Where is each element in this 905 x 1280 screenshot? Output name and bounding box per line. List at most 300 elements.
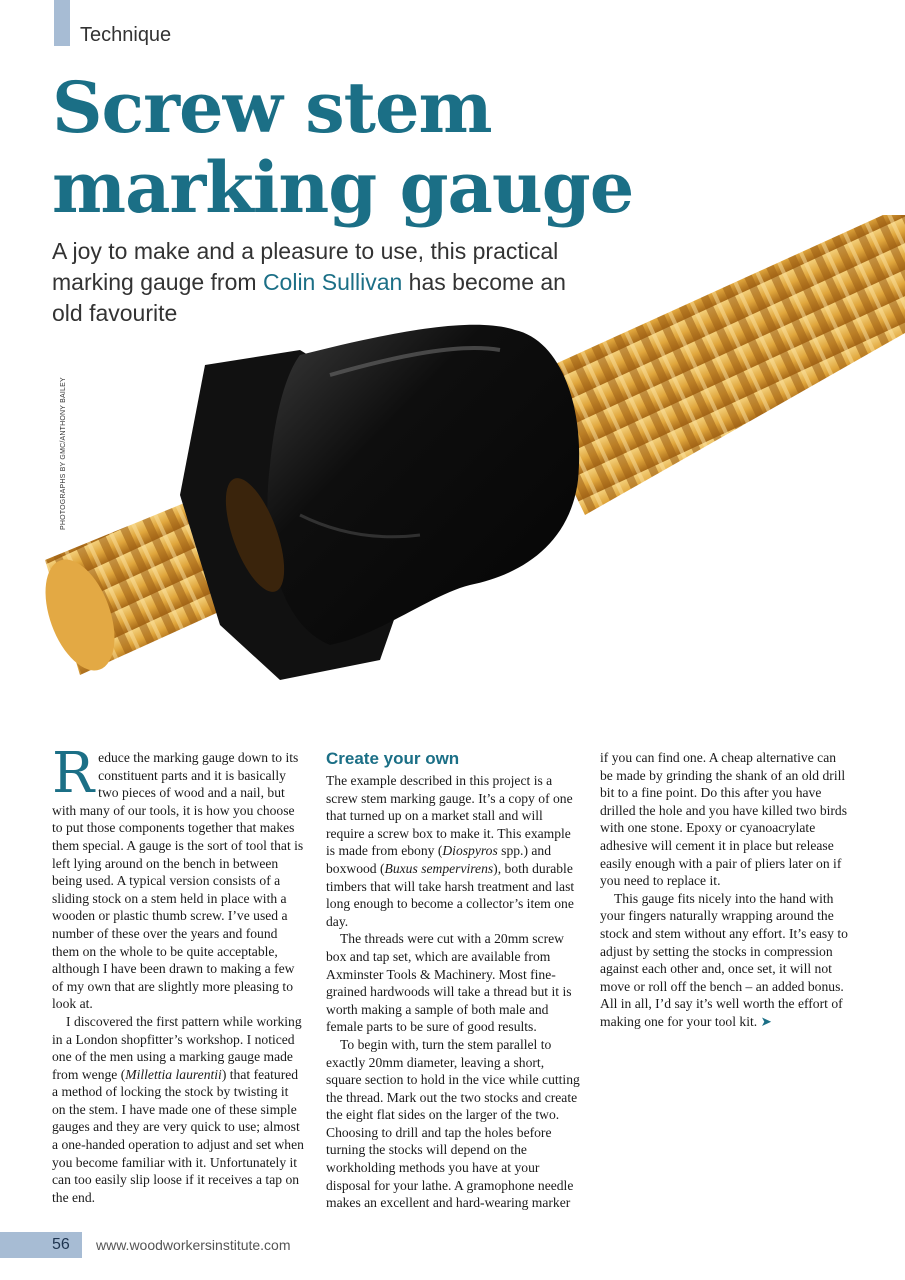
paragraph-text: enough	[353, 896, 394, 912]
paragraph-text: easy	[809, 925, 834, 941]
paragraph-text: drill	[822, 767, 846, 783]
paragraph-text: you	[771, 785, 793, 801]
paragraph-text: lathe.	[421, 1177, 452, 1193]
paragraph-text: will	[650, 837, 673, 853]
paragraph-text: and	[685, 802, 706, 818]
paragraph-text: bit	[600, 785, 615, 801]
title-line-2: marking gauge	[52, 146, 634, 229]
paragraph-text: diameter,	[406, 1054, 458, 1070]
paragraph-text: a	[65, 1031, 73, 1047]
paragraph-text: with	[52, 802, 77, 818]
paragraph-text: day.	[326, 913, 349, 929]
paragraph-text: gauge	[641, 890, 675, 906]
paragraph-text: of	[231, 837, 243, 853]
paragraph-text: Mark	[386, 1089, 417, 1105]
paragraph-text: a	[141, 890, 148, 906]
paragraph-text: I	[66, 1013, 71, 1029]
article-paragraph	[600, 749, 852, 890]
paragraph-text: move	[600, 978, 631, 994]
paragraph-text: educe	[98, 750, 130, 765]
paragraph-text: hole	[658, 802, 683, 818]
paragraph-text: end.	[72, 1189, 96, 1205]
paragraph-text: to	[156, 943, 167, 959]
paragraph-text: constituent	[98, 767, 158, 783]
paragraph-text: tap	[265, 1172, 283, 1188]
paragraph-text: Unfortunately	[209, 1154, 287, 1170]
paragraph-text: is	[225, 767, 235, 783]
paragraph-text: you	[708, 802, 730, 818]
paragraph-text: marker	[531, 1195, 571, 1211]
paragraph-text: before	[516, 1124, 552, 1140]
paragraph-text: and	[528, 1001, 549, 1017]
paragraph-text: a	[264, 961, 271, 977]
paragraph-text: the	[445, 1107, 463, 1123]
paragraph-text: number	[52, 925, 94, 941]
paragraph-text: but	[267, 785, 285, 801]
paragraph-text: at	[501, 1160, 512, 1176]
paragraph-text: locking	[120, 1084, 162, 1100]
paragraph-text: the	[462, 1072, 479, 1088]
paragraph-text: used.	[85, 873, 114, 889]
paragraph-text: a	[169, 1049, 176, 1065]
paragraph-text: both	[471, 1001, 496, 1017]
paragraph-text: hand	[779, 890, 806, 906]
paragraph-text: square	[326, 1072, 362, 1088]
paragraph-text: one	[627, 820, 648, 836]
paragraph-text: A	[126, 837, 136, 853]
paragraph-text: leaving	[460, 1054, 501, 1070]
paragraph-text: holes	[484, 1124, 514, 1140]
paragraph-text: be	[410, 1019, 424, 1035]
paragraph-text: in	[729, 837, 740, 853]
paragraph-text: operation	[128, 1137, 180, 1153]
article-column-3	[600, 749, 852, 1031]
paragraph-text: and	[532, 878, 552, 894]
paragraph-text: two	[98, 785, 119, 801]
paragraph-text: two.	[535, 1107, 560, 1123]
paragraph-text: to	[396, 1019, 407, 1035]
paragraph-text: a	[706, 855, 713, 871]
paragraph-text: The	[326, 773, 348, 788]
paragraph-text: point.	[665, 785, 698, 801]
paragraph-text: on	[428, 1107, 443, 1123]
paragraph-text: in	[206, 890, 218, 906]
species-name: laurentii	[175, 1066, 222, 1082]
paragraph-text: and	[632, 925, 652, 941]
paragraph-text: ebony	[401, 843, 435, 859]
paragraph-text: on	[146, 855, 160, 871]
paragraph-text: will	[789, 961, 812, 977]
paragraph-text: and	[531, 843, 552, 859]
paragraph-text: more	[202, 978, 231, 994]
paragraph-text: roll	[648, 978, 668, 994]
paragraph-text: plastic	[113, 908, 149, 924]
paragraph-text: set,	[757, 961, 776, 977]
paragraph-text: example	[524, 825, 571, 841]
paragraph-text: a	[483, 984, 490, 1000]
paragraph-text: stem.	[89, 1101, 119, 1117]
paragraph-text: of	[105, 1084, 117, 1100]
paragraph-text: London	[75, 1031, 118, 1047]
paragraph-text: each	[641, 961, 667, 977]
paragraph-text: this	[469, 773, 490, 788]
paragraph-text: of	[500, 1107, 512, 1123]
paragraph-text: our	[127, 802, 147, 818]
paragraph-text: are	[451, 948, 469, 964]
paragraph-text: boxwood	[326, 860, 377, 876]
section-label: Technique	[80, 24, 172, 46]
paragraph-text: will	[393, 878, 416, 894]
paragraph-text: pleasing	[233, 978, 280, 994]
paragraph-text: those	[86, 820, 116, 836]
paragraph-text: discovered	[73, 1013, 133, 1029]
paragraph-text: a	[52, 1084, 59, 1100]
species-name: sempervirens	[421, 860, 494, 876]
paragraph-text: with	[809, 890, 834, 906]
paragraph-text: out	[419, 1089, 438, 1105]
paragraph-text: it	[779, 961, 787, 977]
paragraph-text: bench	[709, 978, 743, 994]
paragraph-text: exactly	[326, 1054, 366, 1070]
paragraph-text: basically	[237, 767, 286, 783]
paragraph-text: your	[514, 1160, 540, 1176]
paragraph-text: quick	[190, 1119, 221, 1135]
paragraph-text: around	[775, 908, 814, 924]
paragraph-text: parts	[366, 1019, 393, 1035]
title-line-1: Screw stem	[52, 66, 492, 149]
paragraph-text: wood	[174, 785, 205, 801]
paragraph-text: fits	[677, 890, 695, 906]
paragraph-text: typical	[129, 873, 167, 889]
paragraph-text: durable	[532, 860, 573, 876]
paragraph-text: and	[521, 1089, 542, 1105]
article-paragraph	[600, 890, 852, 1031]
species-name: Millettia	[125, 1066, 173, 1082]
paragraph-text: in	[218, 855, 230, 871]
paragraph-text: shank	[735, 767, 768, 783]
paragraph-text: of	[831, 996, 843, 1012]
paragraph-text: it	[197, 1172, 205, 1188]
paragraph-text: I’d	[655, 996, 672, 1012]
paragraph-text: stocks	[388, 1142, 423, 1158]
paragraph-text: an	[785, 767, 799, 783]
paragraph-text: a	[281, 908, 288, 924]
paragraph-text: with	[167, 1154, 193, 1170]
paragraph-text: female	[326, 1019, 363, 1035]
paragraph-text: All	[600, 996, 618, 1012]
paragraph-text: with	[457, 931, 482, 947]
paragraph-text: threads	[364, 931, 404, 947]
paragraph-text: one	[554, 896, 574, 912]
paragraph-text: turned	[349, 808, 385, 824]
paragraph-text: can	[52, 1172, 71, 1188]
paragraph-text: treatment	[477, 878, 529, 894]
paragraph-text: Most	[498, 966, 527, 982]
paragraph-text: of	[52, 978, 64, 994]
paragraph-text: it.	[709, 873, 721, 889]
paragraph-text: been	[140, 961, 166, 977]
paragraph-text: the	[99, 943, 117, 959]
paragraph-text: up	[387, 808, 402, 824]
paragraph-text: these	[229, 1101, 258, 1117]
paragraph-text: of	[452, 1019, 464, 1035]
paragraph-text: 20mm	[368, 1054, 404, 1070]
paragraph-text: &	[419, 966, 431, 982]
paragraph-text: stock	[184, 1084, 214, 1100]
article-paragraph	[326, 772, 581, 930]
paragraph-text: of	[75, 1049, 87, 1065]
paragraph-text: The	[340, 931, 362, 947]
paragraph-text: I’ve	[227, 908, 250, 924]
paragraph-text: become	[411, 896, 454, 912]
paragraph-text: setting	[652, 943, 690, 959]
paragraph-text: replace	[666, 873, 707, 889]
paragraph-text: you	[611, 750, 633, 765]
paragraph-text: release	[796, 837, 834, 853]
paragraph-text: although	[52, 961, 100, 977]
paragraph-text: collector’s	[466, 896, 524, 912]
paragraph-text: It’s	[478, 790, 496, 806]
paragraph-text: held	[180, 890, 204, 906]
paragraph-text: use;	[238, 1119, 261, 1135]
paragraph-text: parts	[161, 767, 188, 783]
paragraph-text: birds	[819, 802, 848, 818]
paragraph-text: stall	[472, 808, 496, 824]
paragraph-text: tools,	[149, 802, 180, 818]
paragraph-text: To	[340, 1036, 355, 1052]
paragraph-text: be	[170, 943, 184, 959]
paragraph-text: to	[271, 750, 283, 765]
paragraph-text: off	[670, 978, 687, 994]
paragraph-text: a	[484, 931, 491, 947]
paragraph-text: can	[817, 750, 837, 765]
paragraph-text: how	[206, 802, 230, 818]
paragraph-text: two	[796, 802, 817, 818]
paragraph-text: last	[555, 878, 575, 894]
paragraph-text: sliding	[52, 890, 90, 906]
paragraph-text: cyanoacrylate	[739, 820, 816, 836]
paragraph-text: and,	[701, 961, 725, 977]
paragraph-text: is	[533, 773, 543, 788]
paragraph-text: This	[614, 890, 639, 906]
paragraph-text: box	[326, 948, 347, 964]
paragraph-text: on	[82, 943, 97, 959]
paragraph-text: a	[456, 896, 463, 912]
paragraph-text: acceptable,	[217, 943, 278, 959]
paragraph-text: both	[504, 860, 529, 876]
paragraph-text: naturally	[669, 908, 718, 924]
paragraph-text: to	[282, 978, 293, 994]
section-bar	[54, 0, 70, 46]
paragraph-text: men	[109, 1049, 134, 1065]
paragraph-text: on	[404, 808, 419, 824]
paragraph-text: a	[255, 1172, 263, 1188]
paragraph-text: compression	[763, 943, 833, 959]
paragraph-text: male	[499, 1001, 526, 1017]
paragraph-text: using	[136, 1049, 167, 1065]
paragraph-text: few	[274, 961, 295, 977]
paragraph-text: between	[232, 855, 279, 871]
paragraph-text: it	[280, 1084, 289, 1100]
paragraph-text: to	[540, 1036, 552, 1052]
paragraph-text: project	[492, 773, 531, 788]
paragraph-text: section	[364, 1072, 404, 1088]
paragraph-text: tap	[372, 948, 390, 964]
paragraph-text: version	[169, 873, 210, 889]
paragraph-text: become	[75, 1154, 119, 1170]
paragraph-text: one	[52, 1049, 72, 1065]
paragraph-text: killed	[761, 802, 793, 818]
paragraph-text: the	[715, 767, 733, 783]
paragraph-text: of	[96, 925, 109, 941]
paragraph-text: gauge.	[438, 790, 475, 806]
paragraph-text: adhesive	[600, 837, 648, 853]
paragraph-text: I	[102, 961, 108, 977]
paragraph-text: one	[644, 1013, 664, 1029]
paragraph-text: one-handed	[61, 1137, 125, 1153]
paragraph-text: working	[256, 1013, 302, 1029]
paragraph-text: screw	[532, 931, 564, 947]
paragraph-text: need	[623, 873, 650, 889]
paragraph-text: workholding	[326, 1160, 396, 1176]
paragraph-text: have	[795, 785, 822, 801]
paragraph-text: hard-wearing	[455, 1195, 529, 1211]
paragraph-text: pair	[715, 855, 737, 871]
paragraph-text: you	[232, 802, 254, 818]
paragraph-text: effort.	[752, 925, 786, 941]
paragraph-text: Tools	[386, 966, 417, 982]
paragraph-text: will	[433, 984, 455, 1000]
paragraph-text: kit.	[739, 1013, 758, 1029]
paragraph-text: pattern	[181, 1013, 220, 1029]
paragraph-text: years	[190, 925, 220, 941]
paragraph-text: wooden	[52, 908, 96, 924]
paragraph-text: place	[743, 837, 772, 853]
paragraph-text: familiar	[121, 1154, 165, 1170]
paragraph-text: fine	[641, 785, 663, 801]
paragraph-text: gauges	[52, 1119, 90, 1135]
paragraph-text: are	[138, 978, 155, 994]
paragraph-text: Choosing	[326, 1124, 379, 1140]
marking-gauge-photo	[0, 215, 905, 740]
paragraph-text: together	[187, 820, 233, 836]
paragraph-text: and	[349, 948, 370, 964]
paragraph-text: makes	[326, 1195, 361, 1211]
paragraph-text: I	[246, 1031, 252, 1047]
paragraph-text: enough	[635, 855, 676, 871]
paragraph-text: make	[450, 825, 480, 841]
paragraph-text: or	[633, 978, 645, 994]
paragraph-text: to	[436, 825, 447, 841]
paragraph-text: the	[326, 1089, 343, 1105]
paragraph-text: worth	[742, 996, 775, 1012]
paragraph-text: to	[652, 873, 664, 889]
article-paragraph	[326, 930, 581, 1036]
paragraph-text: parallel	[496, 1036, 538, 1052]
paragraph-text: loose	[153, 1172, 182, 1188]
paragraph-text: marking	[153, 750, 199, 765]
paragraph-text: them	[52, 943, 80, 959]
paragraph-text: for	[667, 1013, 684, 1029]
paragraph-text: and	[207, 785, 228, 801]
paragraph-text: nicely	[698, 890, 732, 906]
standfirst-text-2: has become an old favourite	[52, 269, 566, 326]
paragraph-text: take	[418, 878, 442, 894]
paragraph-text: noticed	[254, 1031, 295, 1047]
paragraph-text: effort	[797, 996, 828, 1012]
paragraph-text: but	[530, 984, 549, 1000]
paragraph-text: with	[252, 890, 278, 906]
paragraph-text: long	[326, 896, 351, 912]
paragraph-text: components	[118, 820, 185, 836]
paragraph-text: the	[164, 1084, 182, 1100]
paragraph-text: in	[455, 773, 467, 788]
paragraph-text: marking	[390, 790, 436, 806]
paragraph-text: adjust	[197, 1137, 230, 1153]
paragraph-text: good	[467, 1019, 495, 1035]
paragraph-text: harsh	[444, 878, 475, 894]
paragraph-text: own	[87, 978, 111, 994]
paragraph-text: of	[456, 1001, 469, 1017]
paragraph-text: choose	[256, 802, 295, 818]
paragraph-text: drilled	[600, 802, 636, 818]
paragraph-text: copy	[508, 790, 535, 806]
paragraph-text: of	[538, 790, 550, 806]
paragraph-text: sample	[414, 1001, 454, 1017]
paragraph-text: turning	[326, 1142, 366, 1158]
paragraph-text: the	[515, 1107, 532, 1123]
paragraph-text: bench	[183, 855, 216, 871]
author-name: Colin Sullivan	[262, 269, 403, 295]
paragraph-text: that	[326, 808, 347, 824]
paragraph-text: short,	[513, 1054, 545, 1070]
paragraph-text: two	[460, 1089, 481, 1105]
paragraph-text: Epoxy	[686, 820, 722, 836]
paragraph-text: to	[381, 1124, 393, 1140]
paragraph-text: too	[74, 1172, 92, 1188]
paragraph-text: fingers	[628, 908, 667, 924]
paragraph-text: a	[52, 1137, 59, 1153]
paragraph-text: the	[817, 908, 834, 924]
paragraph-text: the	[464, 1124, 482, 1140]
paragraph-text: is	[174, 837, 184, 853]
paragraph-text: a	[367, 825, 374, 841]
page-number: 56	[52, 1236, 70, 1253]
paragraph-text: and	[498, 808, 519, 824]
paragraph-text: at.	[79, 996, 93, 1012]
paragraph-text: stem	[361, 790, 387, 806]
paragraph-text: gramophone	[466, 1177, 535, 1193]
paragraph-text: a	[421, 808, 428, 824]
paragraph-text: the	[777, 996, 795, 1012]
paragraph-text: it	[289, 1154, 298, 1170]
paragraph-text: nail,	[240, 785, 264, 801]
paragraph-text: described	[400, 773, 453, 788]
paragraph-text: adjust	[600, 943, 633, 959]
paragraph-text: a	[405, 1001, 412, 1017]
paragraph-text: almost	[263, 1119, 300, 1135]
paragraph-text: to	[617, 785, 629, 801]
paragraph-text: larger	[465, 1107, 498, 1123]
paragraph-text: one	[191, 1101, 212, 1117]
paragraph-text: it’s	[695, 996, 713, 1012]
paragraph-text: stem	[655, 925, 681, 941]
paragraph-text: by	[216, 1084, 231, 1100]
paragraph-text: of	[113, 802, 125, 818]
paragraph-text: to	[52, 820, 63, 836]
paragraph-text: (	[380, 860, 385, 876]
paragraph-text: (	[120, 1066, 126, 1082]
